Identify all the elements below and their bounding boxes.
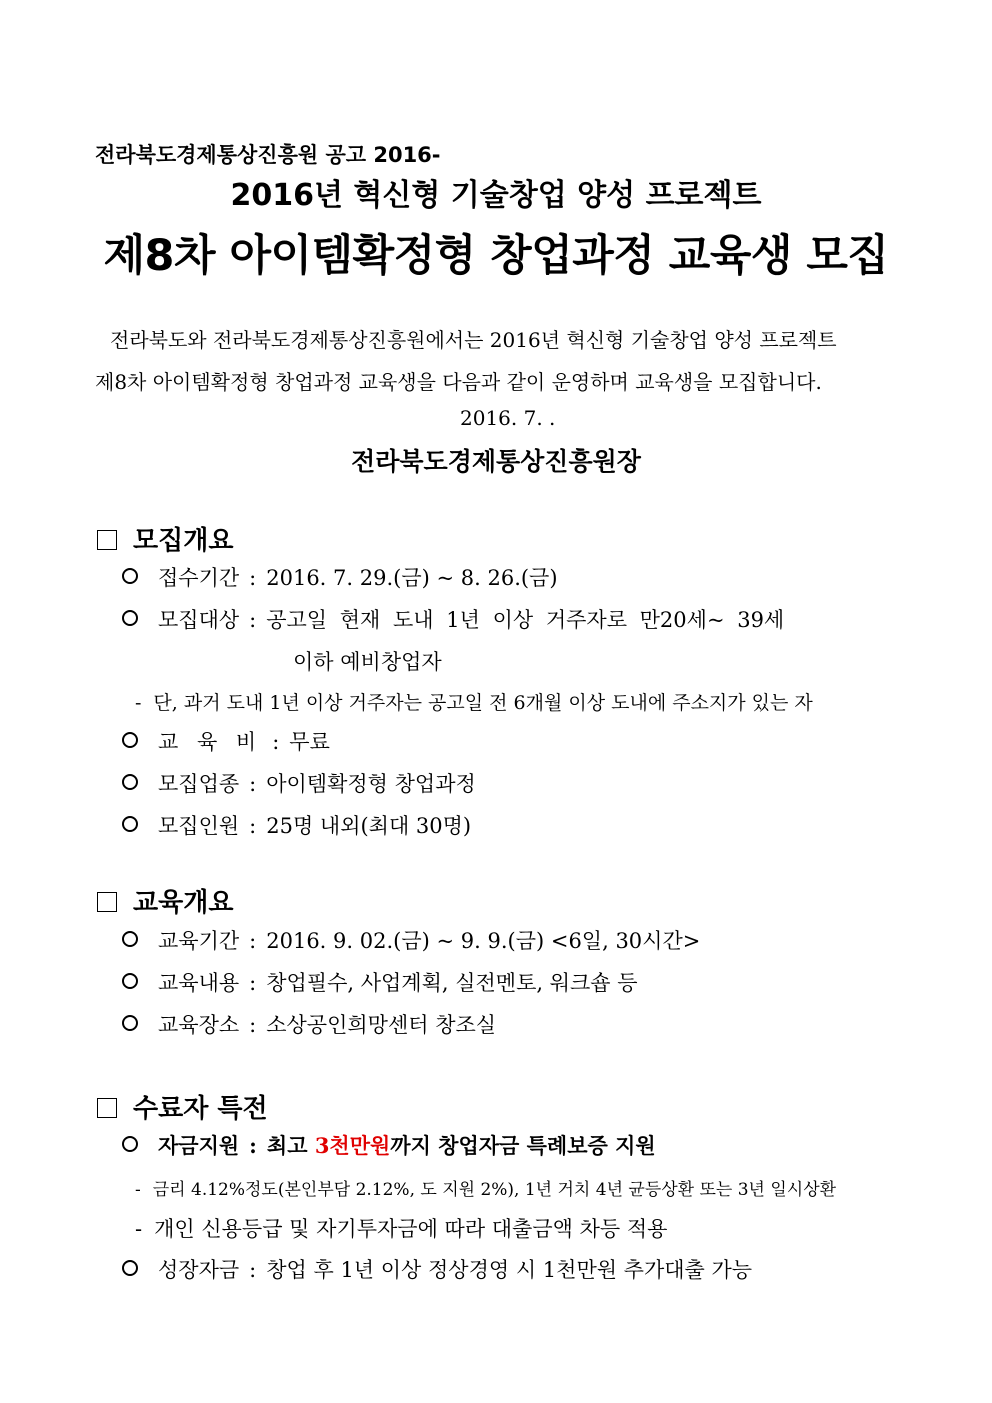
circle-bullet-icon: [122, 610, 138, 626]
recruit-target: 모집대상 : 공고일 현재 도내 1년 이상 거주자로 만20세~ 39세: [122, 604, 784, 634]
recruit-target-note: - 단, 과거 도내 1년 이상 거주자는 공고일 전 6개월 이상 도내에 주소지가 있는 자: [135, 692, 813, 714]
education-content: 교육내용 : 창업필수, 사업계획, 실전멘토, 워크숍 등: [122, 967, 638, 997]
notice-number: 전라북도경제통상진흥원 공고 2016-: [95, 143, 441, 167]
circle-bullet-icon: [122, 568, 138, 584]
recruit-target-cont: 이하 예비창업자: [293, 650, 442, 674]
page-title: 제8차 아이템확정형 창업과정 교육생 모집: [103, 231, 889, 281]
intro-line-2: 제8차 아이템확정형 창업과정 교육생을 다음과 같이 운영하며 교육생을 모집합니다.: [95, 370, 822, 394]
benefit-growth: 성장자금 : 창업 후 1년 이상 정상경영 시 1천만원 추가대출 가능: [122, 1254, 752, 1284]
announcement-date: 2016. 7. .: [460, 406, 556, 430]
recruit-count: 모집인원 : 25명 내외(최대 30명): [122, 810, 471, 840]
circle-bullet-icon: [122, 973, 138, 989]
checkbox-square-icon: [97, 1098, 117, 1118]
section-heading-education: 교육개요: [97, 882, 233, 919]
circle-bullet-icon: [122, 732, 138, 748]
benefit-rate-note: - 금리 4.12%정도(본인부담 2.12%, 도 지원 2%), 1년 거치 4년 균등상환 또는 3년 일시상환: [135, 1180, 837, 1200]
checkbox-square-icon: [97, 530, 117, 550]
circle-bullet-icon: [122, 1260, 138, 1276]
recruit-fee: 교 육 비 : 무료: [122, 726, 330, 756]
circle-bullet-icon: [122, 816, 138, 832]
benefit-fund: 자금지원 : 최고 3천만원까지 창업자금 특례보증 지원: [122, 1130, 656, 1160]
section-heading-benefits: 수료자 특전: [97, 1088, 268, 1125]
circle-bullet-icon: [122, 931, 138, 947]
checkbox-square-icon: [97, 892, 117, 912]
fund-amount-highlight: 3천만원: [314, 1133, 391, 1158]
circle-bullet-icon: [122, 1136, 138, 1152]
circle-bullet-icon: [122, 1015, 138, 1031]
recruit-period: 접수기간 : 2016. 7. 29.(금) ~ 8. 26.(금): [122, 562, 558, 592]
signer: 전라북도경제통상진흥원장: [351, 447, 641, 476]
recruit-type: 모집업종 : 아이템확정형 창업과정: [122, 768, 476, 798]
intro-line-1: 전라북도와 전라북도경제통상진흥원에서는 2016년 혁신형 기술창업 양성 프로젝트: [110, 328, 837, 352]
education-place: 교육장소 : 소상공인희망센터 창조실: [122, 1009, 496, 1039]
education-period: 교육기간 : 2016. 9. 02.(금) ~ 9. 9.(금) <6일, 30시간>: [122, 925, 700, 955]
subtitle: 2016년 혁신형 기술창업 양성 프로젝트: [230, 178, 762, 213]
section-heading-recruit: 모집개요: [97, 520, 233, 557]
circle-bullet-icon: [122, 774, 138, 790]
benefit-credit-note: - 개인 신용등급 및 자기투자금에 따라 대출금액 차등 적용: [135, 1217, 668, 1241]
